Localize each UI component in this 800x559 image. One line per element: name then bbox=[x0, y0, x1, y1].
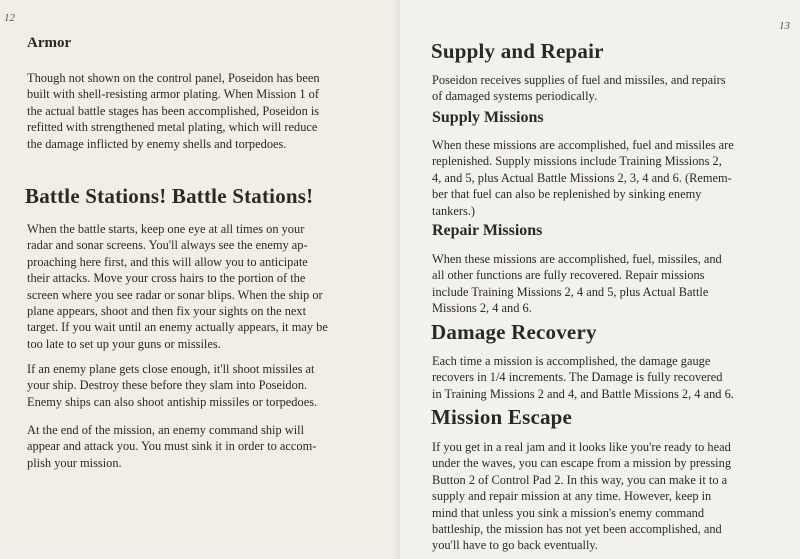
mission-escape-heading: Mission Escape bbox=[431, 405, 573, 429]
supply-repair-heading: Supply and Repair bbox=[431, 39, 604, 63]
right-page bbox=[400, 0, 800, 559]
battle-stations-para-3: At the end of the mission, an enemy command ship will appear and attack you. You must sink it in order to accom- plish your mission. bbox=[27, 423, 317, 470]
supply-repair-body: Poseidon receives supplies of fuel and missiles, and repairs of damaged systems periodically. bbox=[432, 73, 726, 104]
page-number-right: 13 bbox=[779, 20, 790, 32]
armor-body: Though not shown on the control panel, Poseidon has been built with shell-resisting armor plating. When Mission 1 of the actual battle stages has been accomplished, Poseidon is refitted with strengthened metal plating, which will reduce the damage inflicted by enemy shells and torpedoes. bbox=[27, 71, 320, 151]
armor-heading: Armor bbox=[27, 35, 72, 51]
repair-missions-heading: Repair Missions bbox=[432, 222, 543, 239]
battle-stations-heading: Battle Stations! Battle Stations! bbox=[25, 184, 314, 208]
page-number-left: 12 bbox=[4, 12, 15, 24]
supply-missions-heading: Supply Missions bbox=[432, 109, 544, 126]
damage-recovery-body: Each time a mission is accomplished, the damage gauge recovers in 1/4 increments. The Damage is fully recovered in Training Missions 2 and 4, and Battle Missions 2, 4 and 6. bbox=[432, 354, 734, 401]
battle-stations-para-1: When the battle starts, keep one eye at all times on your radar and sonar screens. You'll always see the enemy ap- proaching here first, and this will allow you to anticipate their attacks. Move your cross hairs to the portion of the screen where you see radar or sonar blips. When the ship or plane appears, shoot and then fix your sights on the next target. If you wait until an enemy actually appears, it may be too late to set up your guns or missiles. bbox=[27, 222, 328, 351]
damage-recovery-heading: Damage Recovery bbox=[431, 320, 597, 344]
battle-stations-para-2: If an enemy plane gets close enough, it'll shoot missiles at your ship. Destroy these before they slam into Poseidon. Enemy ships can also shoot antiship missiles or torpedoes. bbox=[27, 362, 318, 409]
supply-missions-body: When these missions are accomplished, fuel and missiles are replenished. Supply missions include Training Missions 2, 4, and 5, plus Actual Battle Missions 2, 3, 4 and 6. (Remem- ber that fuel can also be replenished by sinking enemy tankers.) bbox=[432, 138, 734, 218]
repair-missions-body: When these missions are accomplished, fuel, missiles, and all other functions are fully recovered. Repair missions include Training Missions 2, 4 and 5, plus Actual Battle Missions 2, 4 and 6. bbox=[432, 252, 722, 316]
mission-escape-body: If you get in a real jam and it looks like you're ready to head under the waves, you can escape from a mission by pressing Button 2 of Control Pad 2. In this way, you can make it to a supply and repair mission at any time. However, keep in mind that unless you sink a mission's enemy command battleship, the mission has not yet been accomplished, and you'll have to go back eventually. bbox=[432, 440, 732, 553]
